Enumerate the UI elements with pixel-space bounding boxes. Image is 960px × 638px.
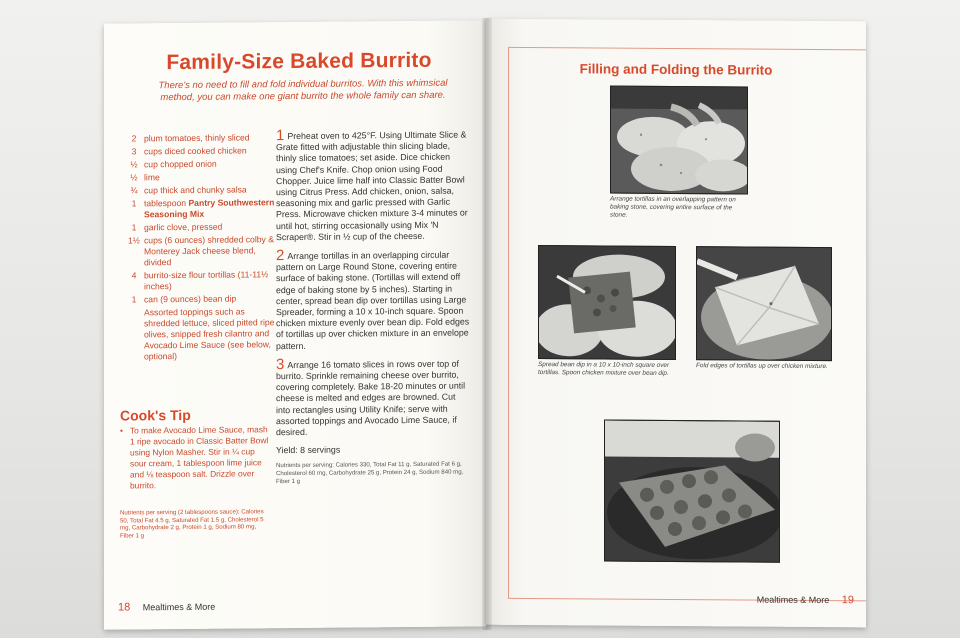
step-text: Preheat oven to 425°F. Using Ultimate Slice & Grate fitted with adjustable thin slicing blade, thinly slice tomatoes; set aside. Dice chicken using Chef's Knife. Chop onion using Food Chopper. Juice lime half into Classic Batter Bowl using Citrus Press. Add chicken, onion, salsa, seasoning mix and garlic pressed with Garlic Press. Microwave chicken mixture 3-4 minutes or until hot, stirring occasionally using Mix 'N Scraper®. Stir in ½ cup of the cheese. — [276, 129, 468, 242]
ingredient-list — [126, 132, 276, 362]
right-page — [486, 19, 866, 628]
recipe-step — [276, 357, 470, 438]
photo-folded — [696, 246, 832, 361]
ingredient-qty: 2 — [131, 133, 137, 144]
page-number-left: 18 — [118, 601, 131, 614]
ingredient-qty: 1½ — [128, 235, 140, 246]
ingredient-item — [126, 158, 276, 170]
step-number: 3 — [276, 355, 285, 374]
photo-tortillas — [610, 86, 748, 195]
ingredient-qty: 4 — [131, 270, 137, 281]
book-title-right: Mealtimes & More — [756, 594, 830, 606]
ingredient-text-plain: garlic clove, pressed — [144, 221, 223, 233]
bullet-icon: • — [120, 425, 123, 436]
ingredient-text — [142, 197, 276, 220]
cooks-tip — [120, 424, 270, 491]
ingredient-text-bold: Pantry Southwestern Seasoning Mix — [144, 197, 275, 220]
ingredient-qty: 1 — [131, 222, 137, 233]
ingredient-text-plain: tablespoon — [144, 197, 189, 209]
ingredient-text — [142, 132, 276, 144]
ingredient-qty: ¾ — [130, 185, 138, 196]
ingredient-item — [126, 234, 276, 268]
right-page-title: Filling and Folding the Burrito — [579, 61, 773, 78]
ingredient-qty: ½ — [130, 172, 138, 183]
photo-baked-burrito — [604, 419, 780, 562]
left-page — [104, 20, 486, 629]
ingredient-qty: 1 — [131, 294, 137, 305]
step-text: Arrange tortillas in an overlapping circular pattern on Large Round Stone, covering entire surface of baking stone. (Tortillas will extend off edge of baking stone by 5 inches). Starting in center, spread bean dip over tortillas using Large Spreader, forming a 10 x 10-inch square. Spoon chicken mixture evenly over bean dip. Fold edges of tortillas up over chicken mixture in an envelope pattern. — [276, 249, 470, 351]
assorted-toppings: Assorted toppings such as shredded lettuce, sliced pitted ripe olives, snipped fresh cilantro and Avocado Lime Sauce (see below, optional) — [144, 306, 275, 362]
left-footer — [118, 601, 215, 614]
recipe-step — [276, 128, 470, 243]
book-title-left: Mealtimes & More — [142, 601, 216, 613]
cooks-tip-text: To make Avocado Lime Sauce, mash 1 ripe avocado in Classic Batter Bowl using Nylon Masher. Stir in ¼ cup sour cream, 1 tablespoon lime juice and ⅛ teaspoon salt. Drizzle over burrito. — [130, 424, 269, 491]
tip-nutrition: Nutrients per serving (2 tablespoons sauce): Calories 50, Total Fat 4.5 g, Saturated Fat 1.5 g, Cholesterol 5 mg, Carbohydrate 2 g, Protein 1 g, Sodium 80 mg, Fiber 1 g — [120, 508, 264, 540]
ingredient-item — [126, 184, 276, 196]
ingredient-text-plain: cups diced cooked chicken — [144, 145, 247, 157]
ingredient-item — [126, 197, 276, 220]
ingredient-text-plain: plum tomatoes, thinly sliced — [144, 132, 250, 144]
step-number: 2 — [276, 247, 285, 265]
recipe-step — [276, 249, 470, 353]
recipe-title: Family-Size Baked Burrito — [166, 48, 432, 75]
ingredient-text — [142, 184, 276, 196]
ingredient-item — [126, 293, 276, 305]
ingredient-item — [126, 171, 276, 183]
ingredient-item — [126, 132, 276, 144]
ingredient-text-plain: lime — [144, 172, 160, 183]
ingredient-text-plain: cup thick and chunky salsa — [144, 184, 247, 196]
cooks-tip-title: Cook's Tip — [120, 406, 191, 424]
ingredient-text — [142, 158, 276, 170]
ingredient-text — [142, 145, 276, 157]
ingredient-text — [142, 234, 276, 268]
ingredient-qty: 1 — [131, 198, 137, 209]
ingredient-text-plain: cups (6 ounces) shredded colby & Monterey Jack cheese blend, divided — [144, 234, 274, 268]
ingredient-text — [142, 293, 276, 305]
ingredient-text-plain: burrito-size flour tortillas (11-11½ inches) — [144, 269, 269, 292]
book-gutter — [482, 18, 492, 630]
step-number: 1 — [276, 127, 285, 145]
recipe-nutrition: Nutrients per serving: Calories 330, Total Fat 11 g, Saturated Fat 6 g, Cholesterol 60 mg, Carbohydrate 25 g, Protein 24 g, Sodium 840 mg, Fiber 1 g — [276, 461, 464, 485]
caption-2: Spread bean dip in a 10 x 10-inch square over tortillas. Spoon chicken mixture over bean dip. — [538, 361, 670, 378]
right-footer — [757, 594, 854, 607]
photo-bean-dip — [538, 245, 676, 360]
recipe-steps — [276, 128, 470, 485]
ingredient-item — [126, 145, 276, 157]
ingredient-text — [142, 221, 276, 233]
recipe-yield: Yield: 8 servings — [276, 444, 341, 456]
ingredient-text — [142, 171, 276, 183]
ingredient-qty: 3 — [131, 146, 137, 157]
step-text: Arrange 16 tomato slices in rows over top of burrito. Sprinkle remaining cheese over burrito, covering completely. Bake 18-20 minutes or until cheese is melted and edges are browned. Cut into rectangles using Utility Knife; serve with assorted toppings and Avocado Lime Sauce, if desired. — [276, 358, 466, 438]
ingredient-item — [126, 221, 276, 233]
caption-1: Arrange tortillas in an overlapping pattern on baking stone, covering entire surface of the stone. — [610, 195, 736, 220]
ingredient-item — [126, 269, 276, 292]
ingredient-qty: ½ — [130, 159, 138, 170]
ingredient-text — [142, 269, 276, 292]
caption-3: Fold edges of tortillas up over chicken mixture. — [696, 362, 828, 371]
recipe-intro: There's no need to fill and fold individual burritos. With this whimsical method, you can make one giant burrito the whole family can share. — [158, 77, 448, 104]
page-number-right: 19 — [841, 594, 854, 607]
ingredient-text-plain: cup chopped onion — [144, 158, 217, 170]
ingredient-text-plain: can (9 ounces) bean dip — [144, 293, 237, 305]
